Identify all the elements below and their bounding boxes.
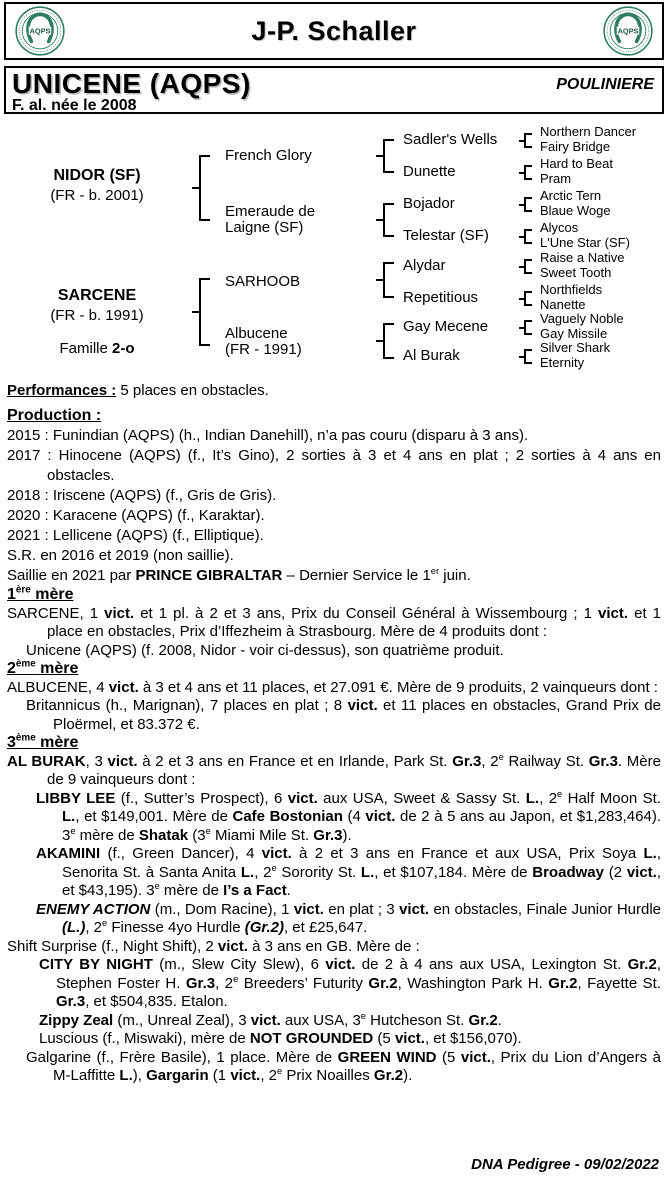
paragraph-britannicus: Britannicus (h., Marignan), 7 places en plat ; 8 vict. et 11 places en obstacles, Grand Prix de Ploërmel, et 83.372 €. (26, 697, 661, 733)
logo-text: AQPS (617, 26, 639, 36)
ancestor-gen4-pair: Northern Dancer Fairy Bridge (540, 124, 637, 154)
production-line: 2015 : Funindian (AQPS) (h., Indian Danehill), n’a pas couru (disparu à 3 ans). (7, 427, 529, 444)
pedigree-bracket (383, 203, 394, 237)
ancestor-gen4-pair: Hard to Beat Pram (540, 156, 613, 186)
dam-name: SARCENE (57, 287, 137, 304)
ancestor-gen3: Telestar (SF) (403, 227, 489, 244)
ancestor-gen3: Repetitious (403, 289, 479, 306)
pedigree-bracket (524, 320, 532, 335)
paragraph-albucene: ALBUCENE, 4 vict. à 3 et 4 ans et 11 places, et 27.091 €. Mère de 9 produits, 2 vainqueurs dont : (7, 678, 658, 696)
pedigree-bracket (199, 155, 210, 221)
aqps-logo-left (14, 5, 66, 57)
aqps-logo-right (602, 5, 654, 57)
horse-name: UNICENE (AQPS) (12, 68, 251, 99)
production-line: 2018 : Iriscene (AQPS) (f., Gris de Gris). (7, 487, 277, 504)
paragraph-zippy-zeal: Zippy Zeal (m., Unreal Zeal), 3 vict. aux USA, 3e Hutcheson St. Gr.2. (39, 1010, 502, 1029)
production-line: 2017 : Hinocene (AQPS) (f., It’s Gino), 2 sorties à 3 et 4 ans en plat ; 2 sorties à 4 ans en obstacles. (7, 447, 661, 484)
pedigree-bracket (383, 262, 394, 298)
ancestor-gen4-pair: Silver Shark Eternity (540, 340, 611, 370)
sire-block (7, 166, 187, 206)
section-mere-3 (7, 734, 661, 1086)
pedigree-bracket (383, 323, 394, 359)
ancestor-gen3: Dunette (403, 163, 456, 180)
paragraph-al-burak: AL BURAK, 3 vict. à 2 et 3 ans en France et en Irlande, Park St. Gr.3, 2e Railway St. Gr.3. Mère de 9 vainqueurs dont : (7, 751, 661, 788)
production-list (7, 426, 661, 586)
pedigree-tree (0, 120, 668, 374)
document-body (0, 381, 668, 1086)
performances-line: Performances : 5 places en obstacles. (7, 382, 269, 399)
horse-title-box (4, 66, 664, 114)
sire-name: NIDOR (SF) (53, 167, 141, 184)
ancestor-gen2: French Glory (225, 147, 312, 164)
pedigree-bracket (524, 349, 532, 364)
ancestor-gen4-pair: Vaguely Noble Gay Missile (540, 311, 624, 341)
section-mere-1 (7, 586, 661, 660)
ancestor-gen4-pair: Arctic Tern Blaue Woge (540, 188, 611, 218)
pedigree-bracket (524, 259, 532, 274)
mere-2-heading: 2ème mère (7, 658, 79, 677)
ancestor-gen2: Emeraude de Laigne (SF) (225, 203, 316, 236)
ancestor-gen2: SARHOOB (225, 273, 301, 290)
sire-detail: (FR - b. 2001) (50, 187, 144, 204)
pedigree-bracket (524, 291, 532, 306)
ancestor-gen3: Bojador (403, 195, 455, 212)
ancestor-gen3: Sadler's Wells (403, 131, 498, 148)
paragraph-akamini: AKAMINI (f., Green Dancer), 4 vict. à 2 et 3 ans en France et aux USA, Prix Soya L., Senorita St. à Santa Anita L., 2e Sorority St. L., et $107,184. Mère de Broadway (2 vict., et $43,195). 3e mère de I’s a Fact. (36, 845, 661, 899)
paragraph-unicene: Unicene (AQPS) (f. 2008, Nidor - voir ci-dessus), son quatrième produit. (26, 641, 504, 659)
paragraph-enemy-action: ENEMY ACTION (m., Dom Racine), 1 vict. en plat ; 3 vict. en obstacles, Finale Junior Hurdle (L.), 2e Finesse 4yo Hurdle (Gr.2), et £25,647. (36, 900, 662, 936)
production-line: S.R. en 2016 et 2019 (non saillie). (7, 547, 234, 564)
pedigree-bracket (524, 197, 532, 212)
pedigree-bracket (383, 139, 394, 173)
production-line: 2021 : Lellicene (AQPS) (f., Elliptique). (7, 527, 264, 544)
role-label: POULINIERE (556, 76, 654, 93)
ancestor-gen2: Albucene (FR - 1991) (225, 325, 302, 358)
pedigree-bracket (524, 133, 532, 148)
famille-label: Famille 2-o (59, 340, 135, 357)
production-line: Saillie en 2021 par PRINCE GIBRALTAR – Dernier Service le 1er juin. (7, 566, 471, 584)
logo-text: AQPS (29, 26, 51, 36)
pedigree-bracket (199, 278, 210, 346)
header (4, 2, 664, 60)
mere-1-heading: 1ère mère (7, 584, 74, 603)
section-mere-2 (7, 660, 661, 734)
pedigree-bracket (524, 165, 532, 180)
pedigree-bracket (524, 229, 532, 244)
document-credit: DNA Pedigree - 09/02/2022 (471, 1156, 659, 1173)
paragraph-luscious: Luscious (f., Miswaki), mère de NOT GROUNDED (5 vict., et $156,070). (39, 1030, 522, 1047)
dam-block (7, 286, 187, 326)
ancestor-gen4-pair: Alycos L'Une Star (SF) (540, 220, 630, 250)
dam-detail: (FR - b. 1991) (50, 307, 144, 324)
paragraph-libby-lee: LIBBY LEE (f., Sutter’s Prospect), 6 vict. aux USA, Sweet & Sassy St. L., 2e Half Moon St. L., et $149,001. Mère de Cafe Bostonian (4 vict. de 2 à 5 ans au Japon, et $1,283,464). 3e mère de Shatak (3e Miami Mile St. Gr.3). (36, 788, 662, 844)
production-heading: Production : (7, 407, 102, 424)
ancestor-gen3: Alydar (403, 257, 446, 274)
ancestor-gen3: Gay Mecene (403, 318, 489, 335)
horse-birth-detail: F. al. née le 2008 (12, 97, 137, 114)
production-line: 2020 : Karacene (AQPS) (f., Karaktar). (7, 507, 265, 524)
paragraph-city-by-night: CITY BY NIGHT (m., Slew City Slew), 6 vict. de 2 à 4 ans aux USA, Lexington St. Gr.2, Stephen Foster H. Gr.3, 2e Breeders’ Futurity Gr.2, Washington Park H. Gr.2, Fayette St. Gr.3, et $504,835. Etalon. (39, 956, 661, 1010)
ancestor-gen4-pair: Raise a Native Sweet Tooth (540, 250, 625, 280)
mere-3-heading: 3ème mère (7, 732, 79, 751)
page-title: J-P. Schaller (251, 15, 417, 46)
ancestor-gen4-pair: Northfields Nanette (540, 282, 603, 312)
paragraph-galgarine: Galgarine (f., Frère Basile), 1 place. Mère de GREEN WIND (5 vict., Prix du Lion d’Angers à M-Laffitte L.), Gargarin (1 vict., 2e Prix Noailles Gr.2). (26, 1048, 661, 1084)
ancestor-gen3: Al Burak (403, 347, 460, 364)
paragraph-sarcene: SARCENE, 1 vict. et 1 pl. à 2 et 3 ans, Prix du Conseil Général à Wissembourg ; 1 vict. et 1 place en obstacles, Prix d’Iffezheim à Strasbourg. Mère de 4 produits dont : (7, 604, 661, 640)
paragraph-shift-surprise: Shift Surprise (f., Night Shift), 2 vict. à 3 ans en GB. Mère de : (7, 937, 420, 955)
